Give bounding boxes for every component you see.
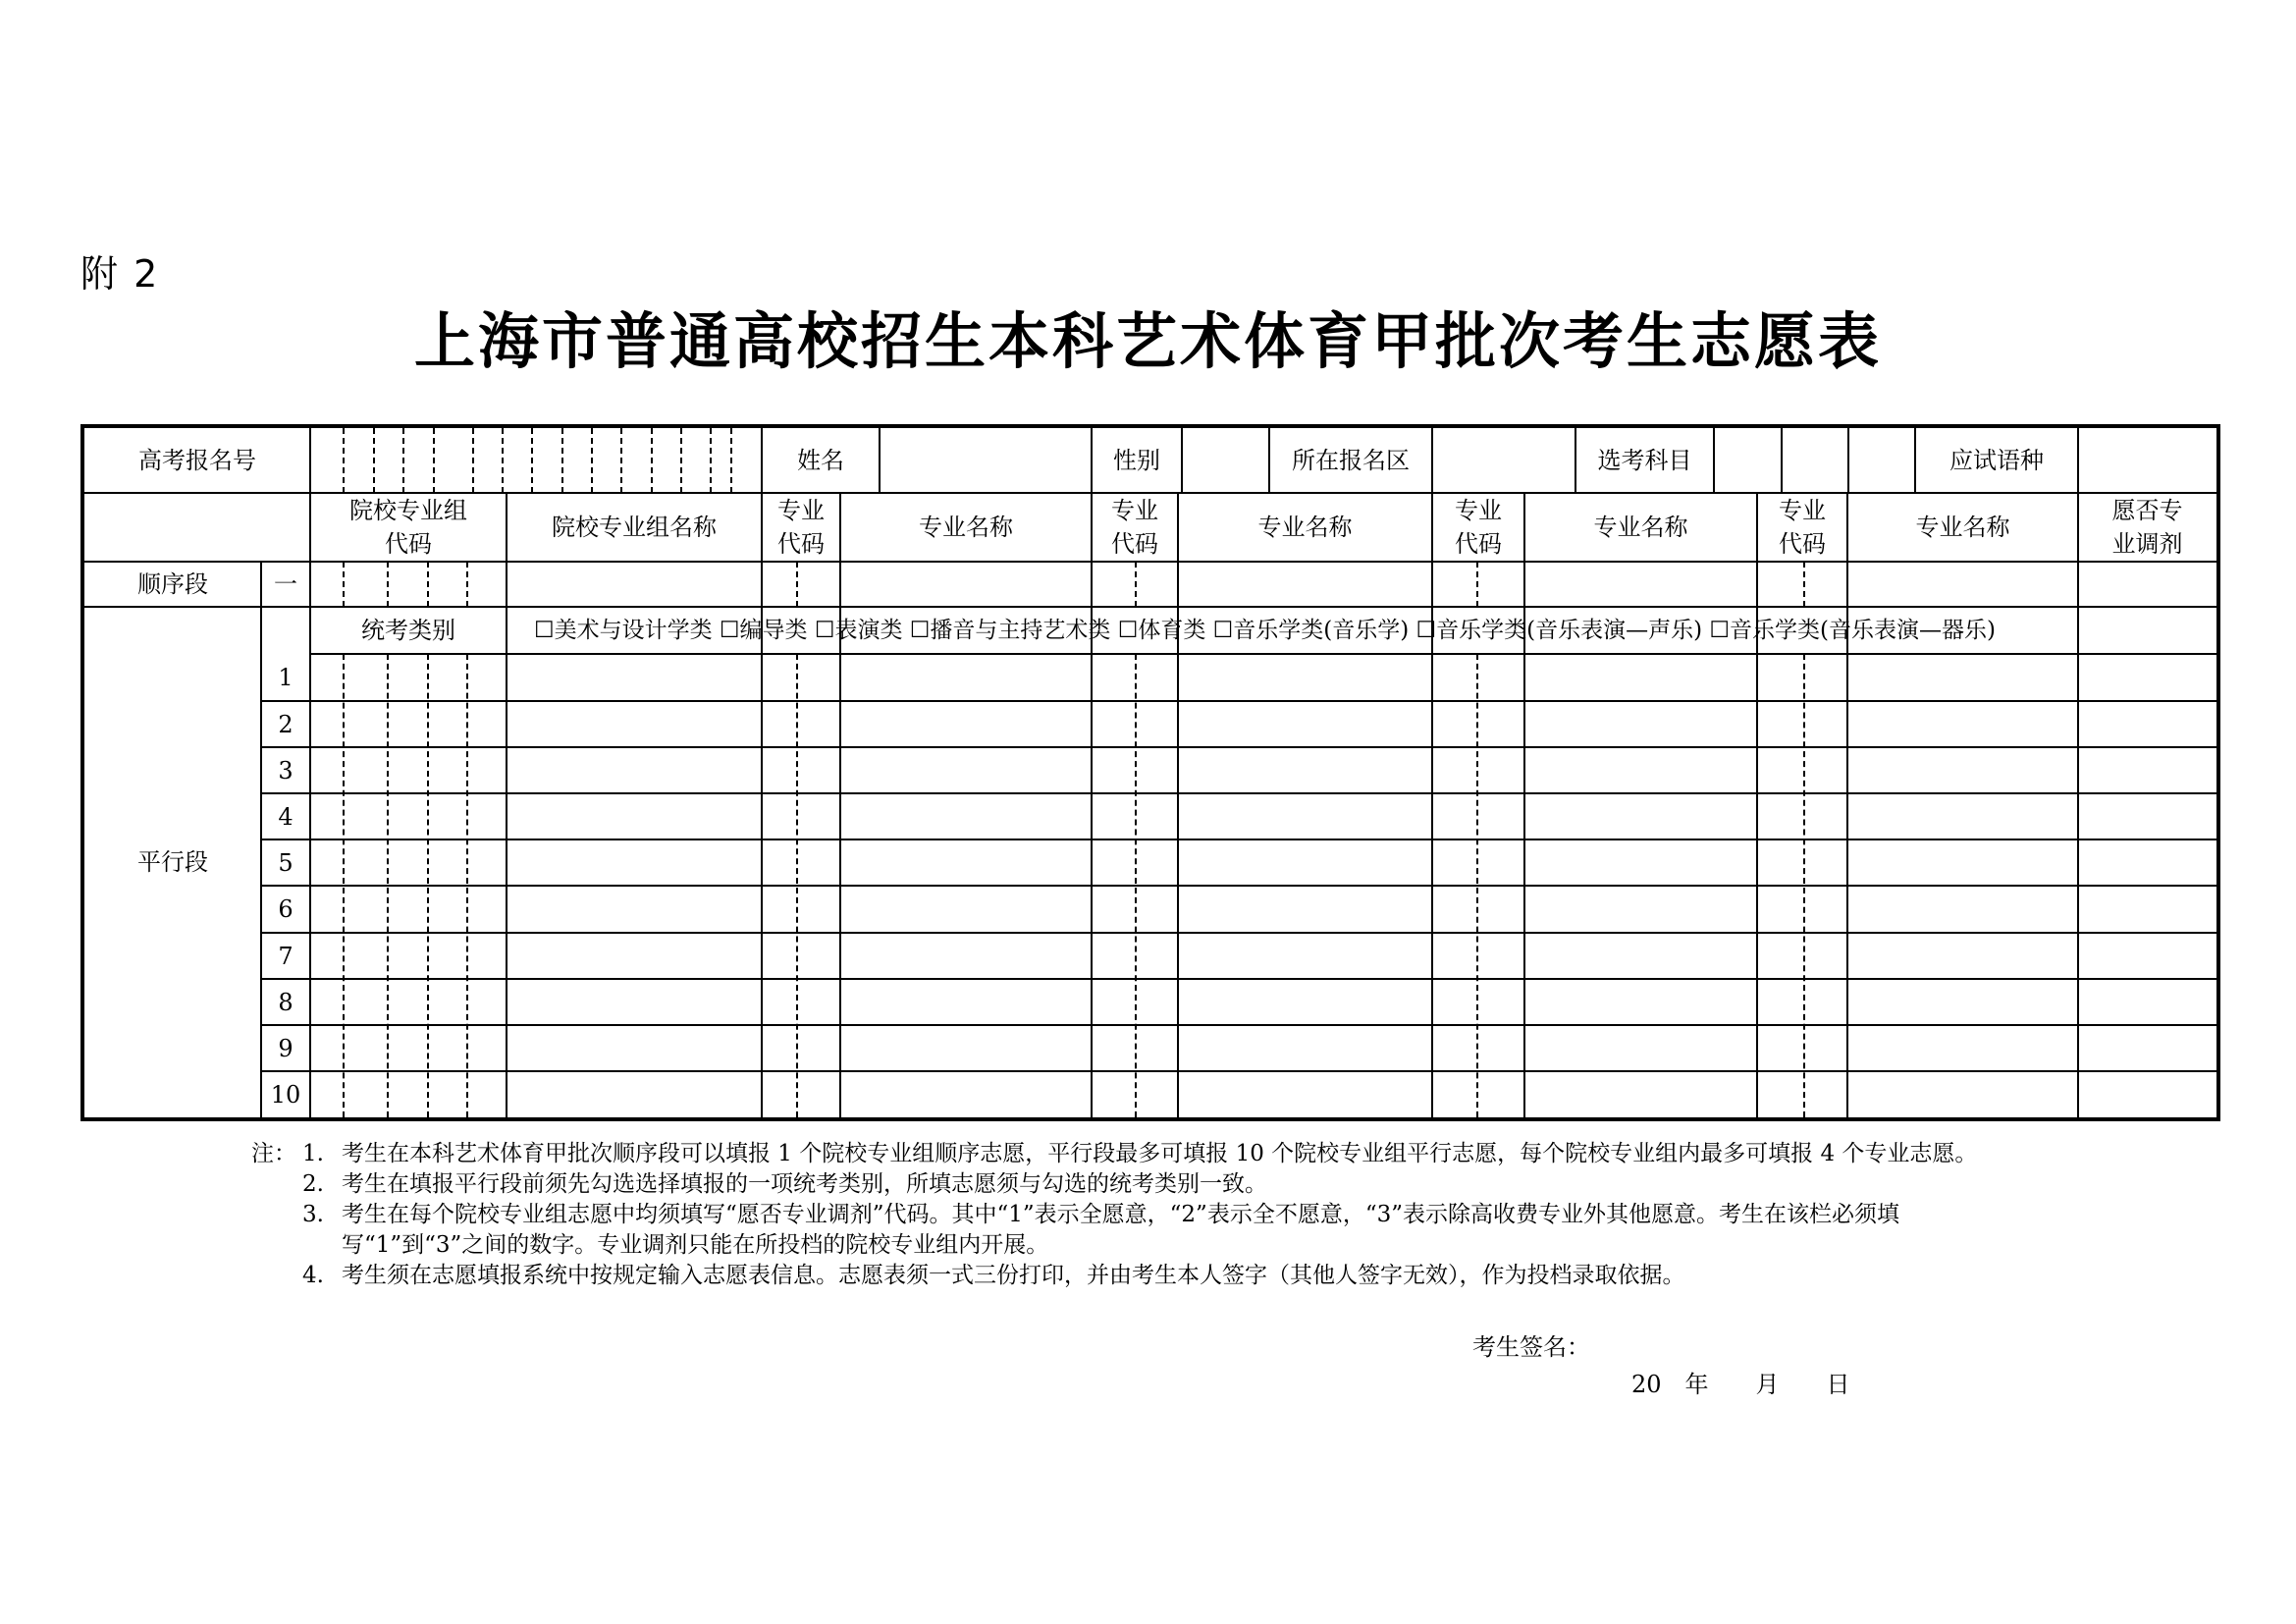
notes-prefix: 注： (251, 1141, 296, 1166)
sequential-cell[interactable] (507, 562, 762, 607)
parallel-cell[interactable] (1524, 933, 1757, 979)
parallel-cell[interactable] (1178, 839, 1432, 886)
parallel-cell[interactable] (1847, 933, 2078, 979)
parallel-cell[interactable] (1757, 793, 1847, 839)
parallel-cell[interactable] (507, 933, 762, 979)
major-name-header-1: 专业名称 (919, 514, 1013, 541)
parallel-cell[interactable] (310, 747, 507, 793)
parallel-cell[interactable] (1757, 1071, 1847, 1117)
category-label: 统考类别 (361, 617, 455, 644)
exam-number-input[interactable] (310, 428, 762, 493)
parallel-cell[interactable] (1178, 1071, 1432, 1117)
row-number: 5 (278, 848, 294, 877)
exam-number-label: 高考报名号 (138, 447, 256, 474)
signature-date: 20 年 月 日 (1631, 1371, 1850, 1398)
parallel-cell[interactable] (1757, 886, 1847, 933)
note-text: 考生在填报平行段前须先勾选选择填报的一项统考类别，所填志愿须与勾选的统考类别一致。 (342, 1171, 1267, 1197)
parallel-cell[interactable] (1092, 1071, 1178, 1117)
note-text: 写“1”到“3”之间的数字。专业调剂只能在所投档的院校专业组内开展。 (342, 1232, 1049, 1258)
major-name-header-4: 专业名称 (1915, 514, 2010, 541)
parallel-cell[interactable] (1178, 1025, 1432, 1071)
parallel-cell[interactable] (1524, 654, 1757, 701)
parallel-cell[interactable] (310, 1025, 507, 1071)
parallel-cell[interactable] (840, 839, 1092, 886)
major-code-header-2: 专业代码 (1111, 497, 1158, 558)
parallel-cell[interactable] (507, 793, 762, 839)
parallel-cell[interactable] (840, 654, 1092, 701)
parallel-cell[interactable] (840, 1025, 1092, 1071)
major-code-header-4: 专业代码 (1779, 497, 1826, 558)
parallel-cell[interactable] (2078, 793, 2216, 839)
parallel-cell[interactable] (1178, 933, 1432, 979)
major-code-header-3: 专业代码 (1455, 497, 1502, 558)
sequential-label: 顺序段 (137, 570, 208, 598)
parallel-cell[interactable] (1092, 979, 1178, 1025)
parallel-cell[interactable] (840, 933, 1092, 979)
parallel-cell[interactable] (1178, 793, 1432, 839)
parallel-cell[interactable] (507, 979, 762, 1025)
parallel-cell[interactable] (1092, 654, 1178, 701)
name-input[interactable] (880, 428, 1092, 493)
parallel-cell[interactable] (762, 839, 840, 886)
parallel-cell[interactable] (1178, 701, 1432, 747)
elective-input-2[interactable] (1782, 428, 1848, 493)
parallel-cell[interactable] (1092, 886, 1178, 933)
note-number: 4. (302, 1263, 324, 1288)
note-number: 3. (302, 1202, 324, 1227)
sequential-cell[interactable] (840, 562, 1092, 607)
parallel-cell[interactable] (1757, 933, 1847, 979)
parallel-cell[interactable] (507, 1071, 762, 1117)
major-name-header-3: 专业名称 (1593, 514, 1688, 541)
page-title: 上海市普通高校招生本科艺术体育甲批次考生志愿表 (413, 305, 1882, 377)
parallel-cell[interactable] (1178, 747, 1432, 793)
note-number: 1. (302, 1141, 324, 1166)
sequential-cell[interactable] (310, 562, 507, 607)
parallel-cell[interactable] (762, 747, 840, 793)
parallel-cell[interactable] (310, 701, 507, 747)
row-number: 7 (278, 942, 294, 970)
parallel-cell[interactable] (1092, 793, 1178, 839)
row-number: 6 (278, 895, 294, 923)
parallel-cell[interactable] (310, 839, 507, 886)
sequential-cell[interactable] (1847, 562, 2078, 607)
gender-input[interactable] (1182, 428, 1269, 493)
parallel-cell[interactable] (1092, 839, 1178, 886)
parallel-cell[interactable] (1092, 701, 1178, 747)
parallel-cell[interactable] (1432, 979, 1524, 1025)
parallel-cell[interactable] (2078, 1071, 2216, 1117)
parallel-cell[interactable] (1432, 747, 1524, 793)
group-name-header: 院校专业组名称 (552, 514, 717, 541)
row-number: 3 (278, 756, 294, 785)
parallel-cell[interactable] (1847, 747, 2078, 793)
parallel-cell[interactable] (762, 933, 840, 979)
language-input[interactable] (2078, 428, 2216, 493)
parallel-cell[interactable] (1524, 793, 1757, 839)
note-text: 考生在每个院校专业组志愿中均须填写“愿否专业调剂”代码。其中“1”表示全愿意，“2”表示全不愿意，“3”表示除高收费专业外其他愿意。考生在该栏必须填 (342, 1202, 1899, 1227)
parallel-cell[interactable] (310, 793, 507, 839)
note-text: 考生须在志愿填报系统中按规定输入志愿表信息。志愿表须一式三份打印，并由考生本人签字（其他人签字无效），作为投档录取依据。 (342, 1263, 1685, 1288)
parallel-cell[interactable] (762, 886, 840, 933)
row-number: 9 (278, 1034, 294, 1062)
parallel-cell[interactable] (1757, 979, 1847, 1025)
parallel-cell[interactable] (1178, 886, 1432, 933)
gender-label: 性别 (1113, 447, 1160, 474)
parallel-cell[interactable] (1847, 979, 2078, 1025)
row-number: 2 (278, 710, 294, 738)
parallel-cell[interactable] (1092, 933, 1178, 979)
parallel-cell[interactable] (2078, 747, 2216, 793)
parallel-cell[interactable] (507, 886, 762, 933)
parallel-cell[interactable] (2078, 979, 2216, 1025)
parallel-cell[interactable] (1524, 979, 1757, 1025)
parallel-cell[interactable] (2078, 701, 2216, 747)
parallel-cell[interactable] (1092, 1025, 1178, 1071)
row-number: 4 (278, 802, 294, 831)
sequential-cell[interactable] (1178, 562, 1432, 607)
parallel-cell[interactable] (1847, 793, 2078, 839)
parallel-cell[interactable] (1524, 886, 1757, 933)
parallel-cell[interactable] (1757, 839, 1847, 886)
parallel-cell[interactable] (1178, 979, 1432, 1025)
parallel-cell[interactable] (1178, 654, 1432, 701)
parallel-cell[interactable] (1847, 1071, 2078, 1117)
major-name-header-2: 专业名称 (1257, 514, 1353, 541)
parallel-cell[interactable] (1847, 654, 2078, 701)
parallel-cell[interactable] (310, 979, 507, 1025)
parallel-label: 平行段 (137, 848, 208, 876)
parallel-cell[interactable] (840, 979, 1092, 1025)
parallel-cell[interactable] (1432, 1071, 1524, 1117)
sequential-cell[interactable] (1092, 562, 1178, 607)
district-label: 所在报名区 (1292, 447, 1410, 474)
parallel-cell[interactable] (1757, 701, 1847, 747)
parallel-cell[interactable] (762, 654, 840, 701)
parallel-cell[interactable] (840, 701, 1092, 747)
district-input[interactable] (1432, 428, 1575, 493)
parallel-cell[interactable] (762, 1025, 840, 1071)
parallel-cell[interactable] (762, 701, 840, 747)
parallel-cell[interactable] (1432, 654, 1524, 701)
category-options: ☐美术与设计学类 ☐编导类 ☐表演类 ☐播音与主持艺术类 ☐体育类 ☐音乐学类(音乐学) ☐音乐学类(音乐表演—声乐) ☐音乐学类(音乐表演—器乐) (534, 618, 1996, 643)
parallel-cell[interactable] (1432, 933, 1524, 979)
parallel-cell[interactable] (2078, 1025, 2216, 1071)
adjust-header: 愿否专业调剂 (2111, 497, 2183, 558)
parallel-cell[interactable] (507, 1025, 762, 1071)
parallel-cell[interactable] (1847, 1025, 2078, 1071)
parallel-cell[interactable] (1432, 886, 1524, 933)
attachment-label: 附 2 (80, 252, 160, 296)
parallel-cell[interactable] (2078, 654, 2216, 701)
parallel-cell[interactable] (507, 701, 762, 747)
parallel-cell[interactable] (1847, 839, 2078, 886)
parallel-cell[interactable] (1757, 747, 1847, 793)
sequential-cell[interactable] (1757, 562, 1847, 607)
elective-label: 选考科目 (1597, 447, 1692, 474)
parallel-cell[interactable] (310, 654, 507, 701)
elective-input-3[interactable] (1848, 428, 1915, 493)
sequential-number: 一 (274, 570, 297, 598)
sequential-cell[interactable] (1432, 562, 1524, 607)
note-text: 考生在本科艺术体育甲批次顺序段可以填报 1 个院校专业组顺序志愿，平行段最多可填报 10 个院校专业组平行志愿，每个院校专业组内最多可填报 4 个专业志愿。 (342, 1141, 1978, 1166)
parallel-cell[interactable] (507, 839, 762, 886)
group-code-header: 院校专业组代码 (349, 497, 467, 558)
parallel-cell[interactable] (1432, 1025, 1524, 1071)
elective-input-1[interactable] (1714, 428, 1782, 493)
parallel-cell[interactable] (507, 747, 762, 793)
parallel-cell[interactable] (507, 654, 762, 701)
application-form (80, 424, 2220, 1121)
parallel-cell[interactable] (2078, 839, 2216, 886)
parallel-cell[interactable] (762, 979, 840, 1025)
parallel-cell[interactable] (1432, 793, 1524, 839)
name-label: 姓名 (797, 447, 844, 474)
parallel-cell[interactable] (1524, 701, 1757, 747)
parallel-cell[interactable] (1432, 839, 1524, 886)
sequential-cell[interactable] (2078, 562, 2216, 607)
parallel-cell[interactable] (310, 933, 507, 979)
sequential-cell[interactable] (762, 562, 840, 607)
parallel-cell[interactable] (1847, 886, 2078, 933)
row-number: 8 (278, 988, 294, 1016)
note-number: 2. (302, 1171, 324, 1197)
sequential-cell[interactable] (1524, 562, 1757, 607)
parallel-cell[interactable] (840, 747, 1092, 793)
major-code-header-1: 专业代码 (777, 497, 825, 558)
parallel-cell[interactable] (1524, 1071, 1757, 1117)
parallel-cell[interactable] (310, 1071, 507, 1117)
language-label: 应试语种 (1949, 447, 2044, 474)
parallel-cell[interactable] (840, 793, 1092, 839)
parallel-cell[interactable] (1092, 747, 1178, 793)
parallel-cell[interactable] (1432, 701, 1524, 747)
parallel-cell[interactable] (840, 886, 1092, 933)
parallel-cell[interactable] (2078, 933, 2216, 979)
parallel-cell[interactable] (840, 1071, 1092, 1117)
parallel-cell[interactable] (310, 886, 507, 933)
parallel-cell[interactable] (1524, 839, 1757, 886)
row-number: 1 (278, 664, 294, 691)
parallel-cell[interactable] (762, 1071, 840, 1117)
row-number: 10 (270, 1080, 301, 1109)
parallel-cell[interactable] (1524, 1025, 1757, 1071)
parallel-cell[interactable] (1757, 654, 1847, 701)
parallel-cell[interactable] (1847, 701, 2078, 747)
parallel-cell[interactable] (1757, 1025, 1847, 1071)
parallel-cell[interactable] (762, 793, 840, 839)
signature-label: 考生签名： (1472, 1333, 1590, 1361)
parallel-cell[interactable] (2078, 886, 2216, 933)
parallel-cell[interactable] (1524, 747, 1757, 793)
